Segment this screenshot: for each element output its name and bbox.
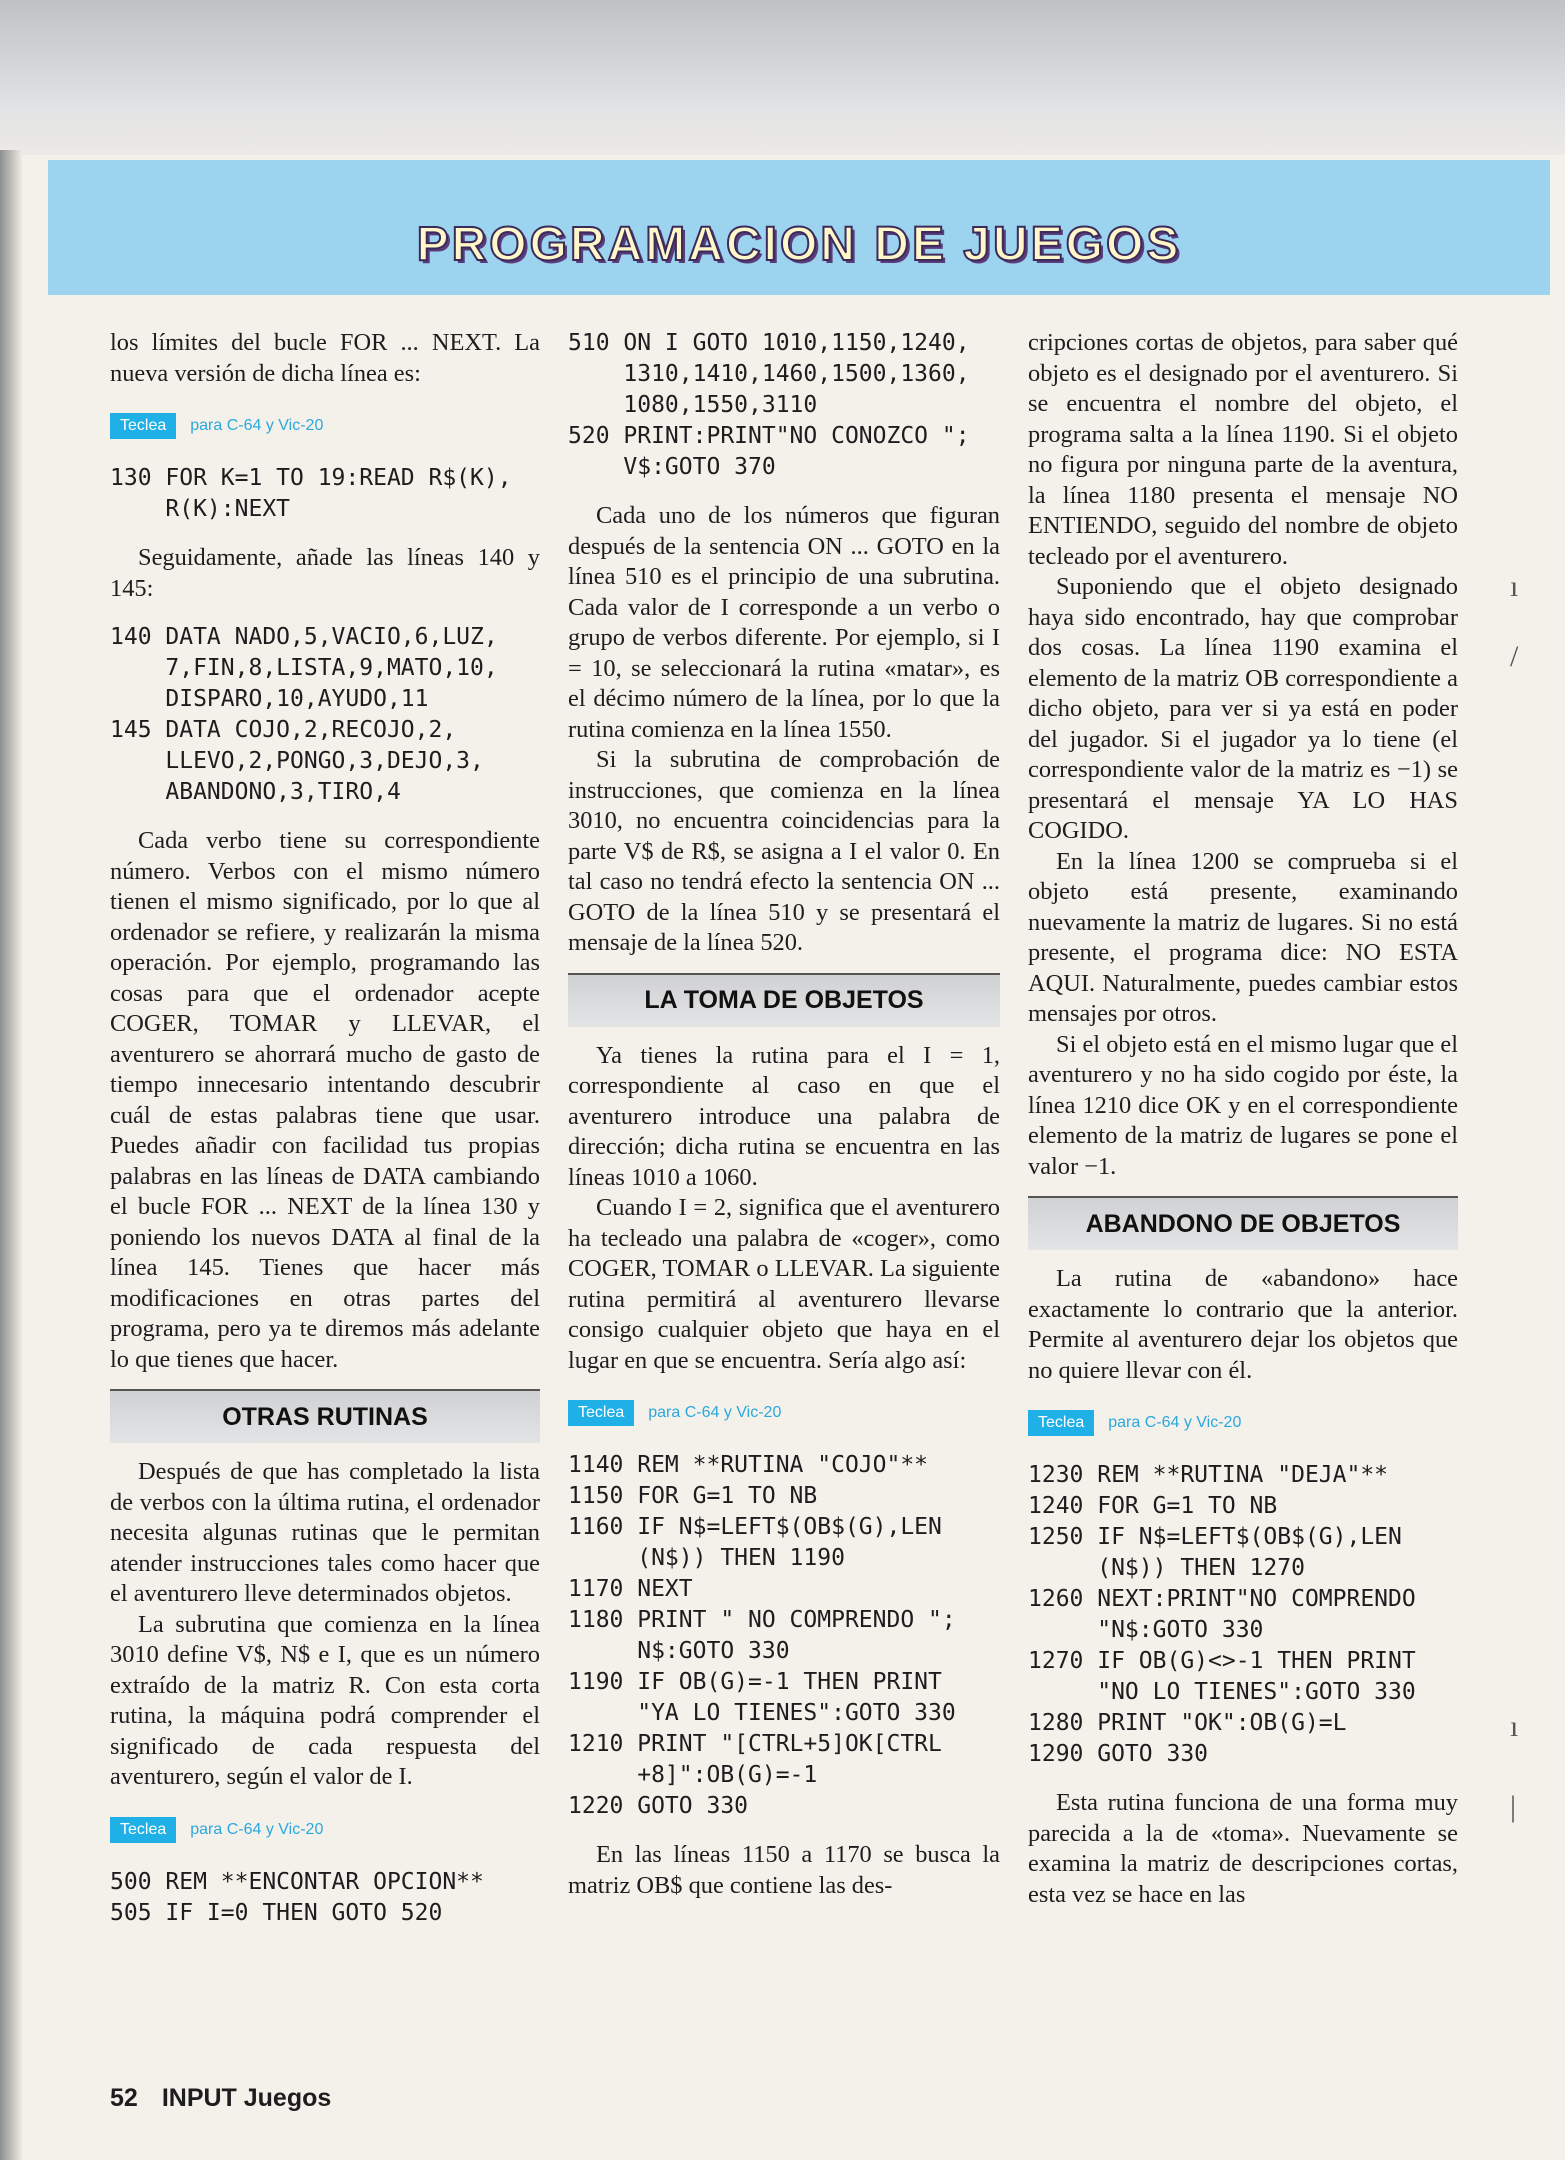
code-listing: 500 REM **ENCONTAR OPCION** 505 IF I=0 THEN GOTO 520 <box>110 1868 484 1926</box>
code-listing: 1230 REM **RUTINA "DEJA"** 1240 FOR G=1 TO NB 1250 IF N$=LEFT$(OB$(G),LEN (N$)) THEN 1270 1260 NEXT:PRINT"NO COMPRENDO "N$:GOTO 330 1270 IF OB(G)<>-1 THEN PRINT "NO LO TIENES":GOTO 330 1280 PRINT "OK":OB(G)=L 1290 GOTO 330 <box>1028 1462 1416 1767</box>
margin-mark: / <box>1510 640 1519 673</box>
paragraph: Esta rutina funciona de una forma muy parecida a la de «toma». Nuevamente se examina la matriz de descripciones cortas, esta vez se hace en las <box>1028 1789 1458 1908</box>
paragraph: En las líneas 1150 a 1170 se busca la matriz OB$ que contiene las des- <box>568 1841 1000 1899</box>
paragraph: Si el objeto está en el mismo lugar que el aventurero y no ha sido cogido por éste, la línea 1210 dice OK y en el correspondiente elemento de la matriz de lugares se pone el valor −1. <box>1028 1030 1458 1180</box>
section-heading: ABANDONO DE OBJETOS <box>1028 1196 1458 1250</box>
platform-label: para C-64 y Vic-20 <box>1108 1414 1242 1431</box>
code-listing: 130 FOR K=1 TO 19:READ R$(K), R(K):NEXT <box>110 465 512 522</box>
margin-mark: ı <box>1510 570 1519 603</box>
paragraph: Cada uno de los números que figuran después de la sentencia ON ... GOTO en la línea 510 es el principio de una subrutina. Cada valor de I corresponde a un verbo o grupo de verbos diferente. Por ejemplo, si I = 10, se seleccionará la rutina «matar», es el décimo número de la línea, por lo que la rutina comienza en la línea 1550. <box>568 502 1000 743</box>
page-header <box>48 160 1550 295</box>
paragraph: cripciones cortas de objetos, para saber qué objeto es el designado por el aventurero. Si se encuentra el nombre del objeto, el programa salta a la línea 1190. Si el objeto no figura por ninguna parte de la aventura, la línea 1180 presenta el mensaje NO ENTIENDO, seguido del nombre de objeto tecleado por el aventurero. <box>1028 329 1458 570</box>
teclea-badge: Teclea <box>568 1400 634 1426</box>
platform-label: para C-64 y Vic-20 <box>190 1820 324 1838</box>
column-2 <box>568 328 1000 1901</box>
teclea-label <box>110 413 540 439</box>
platform-label: para C-64 y Vic-20 <box>190 417 324 434</box>
paragraph: los límites del bucle FOR ... NEXT. La nueva versión de dicha línea es: <box>110 329 540 387</box>
page-footer <box>110 2084 355 2113</box>
paragraph: Cuando I = 2, significa que el aventurero ha tecleado una palabra de «coger», como COGER, TOMAR o LLEVAR. La siguiente rutina permitirá al aventurero llevarse consigo cualquier objeto que haya en el lugar en que se encuentra. Sería algo así: <box>568 1194 1000 1374</box>
top-shadow <box>0 0 1565 155</box>
teclea-badge: Teclea <box>110 1817 176 1843</box>
paragraph: Seguidamente, añade las líneas 140 y 145: <box>110 544 540 602</box>
page-title: PROGRAMACION DE JUEGOS <box>416 218 1182 271</box>
book-spine <box>0 150 22 2160</box>
teclea-label <box>568 1400 1000 1426</box>
page-number: 52 <box>110 2084 138 2112</box>
column-1 <box>110 328 540 1929</box>
paragraph: En la línea 1200 se comprueba si el objeto está presente, examinando nuevamente la matriz de lugares. Si no está presente, el programa dice: NO ESTA AQUI. Naturalmente, puedes cambiar estos mensajes por otros. <box>1028 847 1458 1027</box>
teclea-badge: Teclea <box>110 413 176 439</box>
margin-mark: ı <box>1510 1710 1519 1743</box>
paragraph: Cada verbo tiene su correspondiente número. Verbos con el mismo número tienen el mismo significado, por lo que al ordenador se refiere, y realizarán la misma operación. Por ejemplo, programando las cosas para que el ordenador acepte COGER, TOMAR y LLEVAR, el aventurero se ahorrará mucho de gasto de tiempo innecesario intentando descubrir cuál de estas palabras tiene que usar. Puedes añadir con facilidad tus propias palabras en las líneas de DATA cambiando el bucle FOR ... NEXT de la línea 130 y poniendo los nuevos DATA al final de la línea 145. Tienes que hacer más modificaciones en otras partes del programa, pero ya te diremos más adelante lo que tienes que hacer. <box>110 827 540 1373</box>
paragraph: La rutina de «abandono» hace exactamente lo contrario que la anterior. Permite al aventurero dejar los objetos que no quiere llevar con él. <box>1028 1265 1458 1384</box>
code-listing: 140 DATA NADO,5,VACIO,6,LUZ, 7,FIN,8,LISTA,9,MATO,10, DISPARO,10,AYUDO,11 145 DATA COJO,2,RECOJO,2, LLEVO,2,PONGO,3,DEJO,3, ABANDONO,3,TIRO,4 <box>110 624 498 805</box>
teclea-label <box>110 1817 540 1843</box>
paragraph: Si la subrutina de comprobación de instrucciones, que comienza en la línea 3010, no encuentra coincidencias para la parte V$ de R$, se asigna a I el valor 0. En tal caso no tendrá efecto la sentencia ON ... GOTO de la línea 510 y se presentará el mensaje de la línea 520. <box>568 746 1000 956</box>
paragraph: Después de que has completado la lista de verbos con la última rutina, el ordenador necesita algunas rutinas que le permitan atender instrucciones tales como hacer que el aventurero lleve determinados objetos. <box>110 1458 540 1607</box>
section-heading: LA TOMA DE OBJETOS <box>568 973 1000 1027</box>
paragraph: La subrutina que comienza en la línea 3010 define V$, N$ e I, que es un número extraído de la matriz R. Con esta corta rutina, la máquina podrá comprender el significado de cada respuesta del aventurero, según el valor de I. <box>110 1610 540 1790</box>
margin-mark: | <box>1510 1790 1517 1823</box>
paragraph: Suponiendo que el objeto designado haya sido encontrado, hay que comprobar dos cosas. La línea 1190 examina el elemento de la matriz OB correspondiente a dicho objeto, para ver si ya está en poder del jugador. Si el jugador ya lo tiene (el correspondiente valor de la matriz es −1) se presentará el mensaje YA LO HAS COGIDO. <box>1028 573 1458 844</box>
section-heading: OTRAS RUTINAS <box>110 1389 540 1443</box>
publication-name: INPUT Juegos <box>161 2084 332 2112</box>
paragraph: Ya tienes la rutina para el I = 1, correspondiente al caso en que el aventurero introduce una palabra de dirección; dicha rutina se encuentra en las líneas 1010 a 1060. <box>568 1041 1000 1191</box>
teclea-label <box>1028 1410 1458 1436</box>
teclea-badge: Teclea <box>1028 1410 1094 1436</box>
code-listing: 1140 REM **RUTINA "COJO"** 1150 FOR G=1 TO NB 1160 IF N$=LEFT$(OB$(G),LEN (N$)) THEN 1190 1170 NEXT 1180 PRINT " NO COMPRENDO "; N$:GOTO 330 1190 IF OB(G)=-1 THEN PRINT "YA LO TIENES":GOTO 330 1210 PRINT "[CTRL+5]OK[CTRL +8]":OB(G)=-1 1220 GOTO 330 <box>568 1452 956 1819</box>
platform-label: para C-64 y Vic-20 <box>648 1404 782 1421</box>
column-3 <box>1028 328 1458 1910</box>
code-listing: 510 ON I GOTO 1010,1150,1240, 1310,1410,1460,1500,1360, 1080,1550,3110 520 PRINT:PRINT"NO CONOZCO "; V$:GOTO 370 <box>568 330 970 480</box>
